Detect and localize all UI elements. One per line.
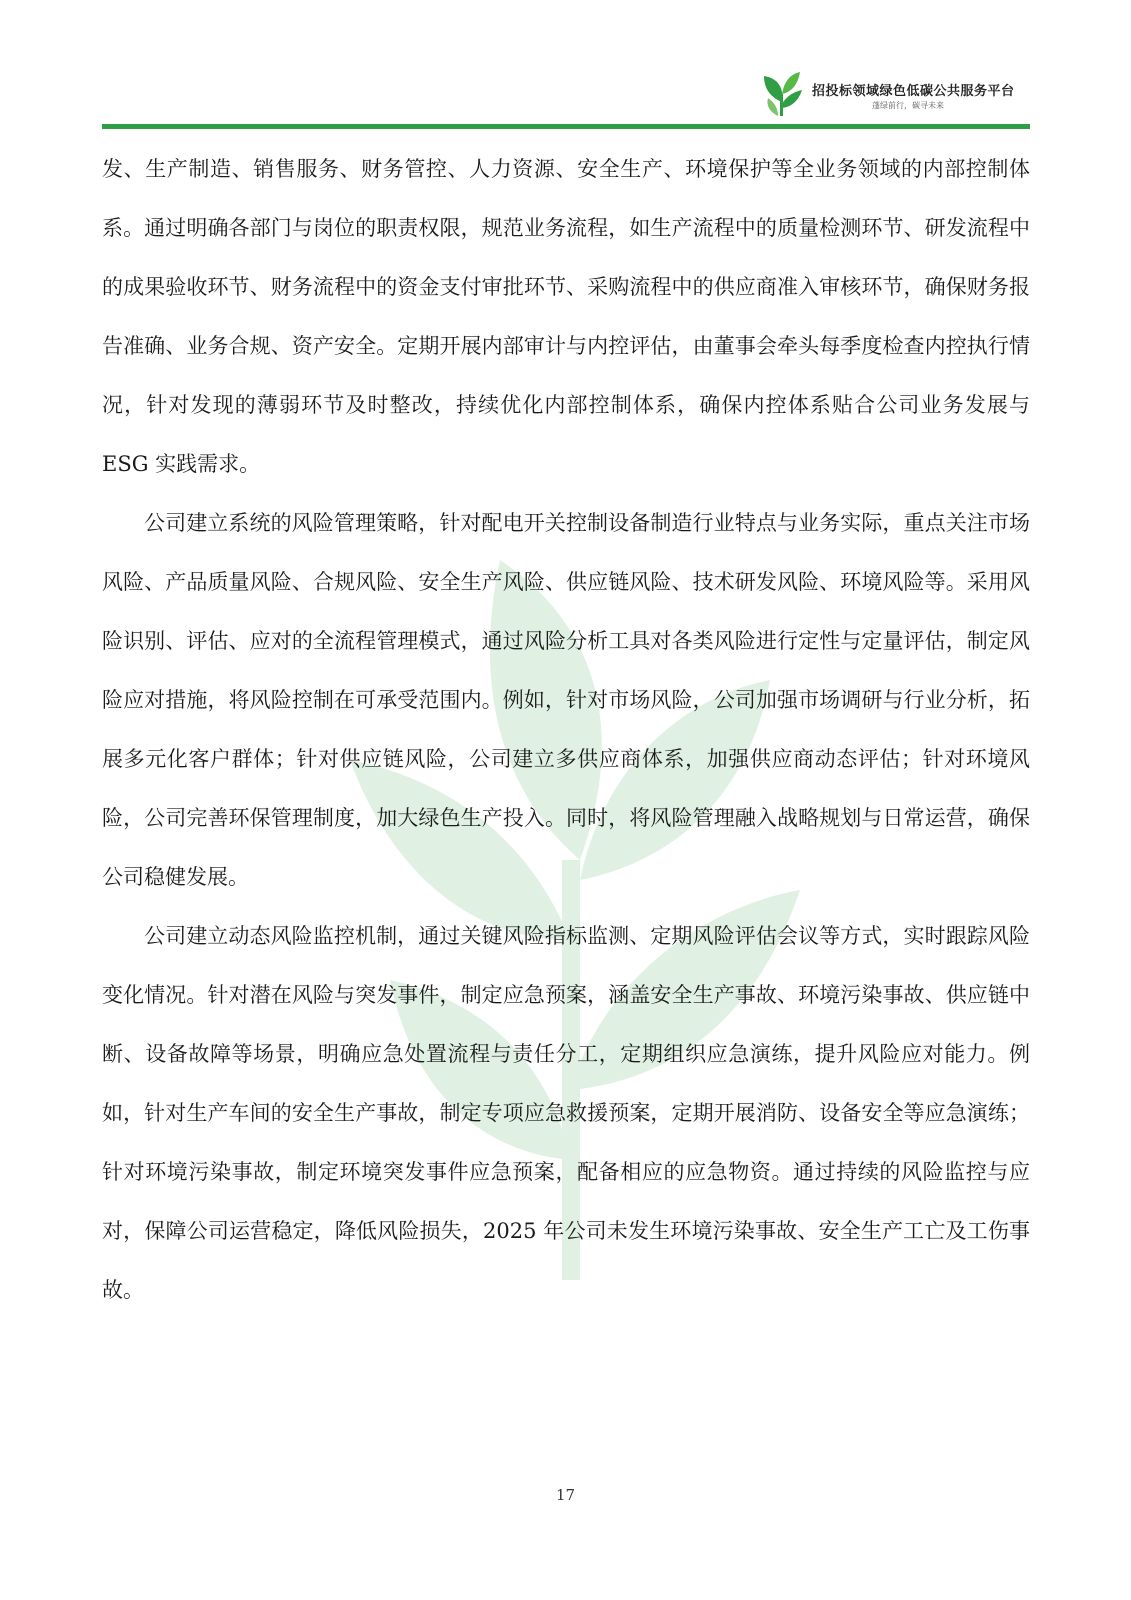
paragraph-risk-strategy: 公司建立系统的风险管理策略，针对配电开关控制设备制造行业特点与业务实际，重点关注市场风险、产品质量风险、合规风险、安全生产风险、供应链风险、技术研发风险、环境风险等。采用风险识别、评估、应对的全流程管理模式，通过风险分析工具对各类风险进行定性与定量评估，制定风险应对措施，将风险控制在可承受范围内。例如，针对市场风险，公司加强市场调研与行业分析，拓展多元化客户群体；针对供应链风险，公司建立多供应商体系，加强供应商动态评估；针对环境风险，公司完善环保管理制度，加大绿色生产投入。同时，将风险管理融入战略规划与日常运营，确保公司稳健发展。 bbox=[102, 511, 1030, 889]
page-header bbox=[0, 0, 1131, 132]
page-number: 17 bbox=[555, 1486, 576, 1504]
document-body bbox=[102, 140, 1030, 1320]
paragraph-internal-control: 发、生产制造、销售服务、财务管控、人力资源、安全生产、环境保护等全业务领域的内部控制体系。通过明确各部门与岗位的职责权限，规范业务流程，如生产流程中的质量检测环节、研发流程中的成果验收环节、财务流程中的资金支付审批环节、采购流程中的供应商准入审核环节，确保财务报告准确、业务合规、资产安全。定期开展内部审计与内控评估，由董事会牵头每季度检查内控执行情况，针对发现的薄弱环节及时整改，持续优化内部控制体系，确保内控体系贴合公司业务发展与 ESG 实践需求。 bbox=[102, 157, 1030, 476]
green-leaf-sprout-icon bbox=[758, 68, 806, 118]
header-divider bbox=[102, 124, 1030, 129]
brand-title: 招投标领域绿色低碳公共服务平台 bbox=[812, 84, 1015, 99]
paragraph-risk-monitoring: 公司建立动态风险监控机制，通过关键风险指标监测、定期风险评估会议等方式，实时跟踪风险变化情况。针对潜在风险与突发事件，制定应急预案，涵盖安全生产事故、环境污染事故、供应链中断、设备故障等场景，明确应急处置流程与责任分工，定期组织应急演练，提升风险应对能力。例如，针对生产车间的安全生产事故，制定专项应急救援预案，定期开展消防、设备安全等应急演练；针对环境污染事故，制定环境突发事件应急预案，配备相应的应急物资。通过持续的风险监控与应对，保障公司运营稳定，降低风险损失，2025 年公司未发生环境污染事故、安全生产工亡及工伤事故。 bbox=[102, 924, 1030, 1302]
brand-slogan: 蓬绿前行，碳寻未来 bbox=[872, 101, 944, 110]
